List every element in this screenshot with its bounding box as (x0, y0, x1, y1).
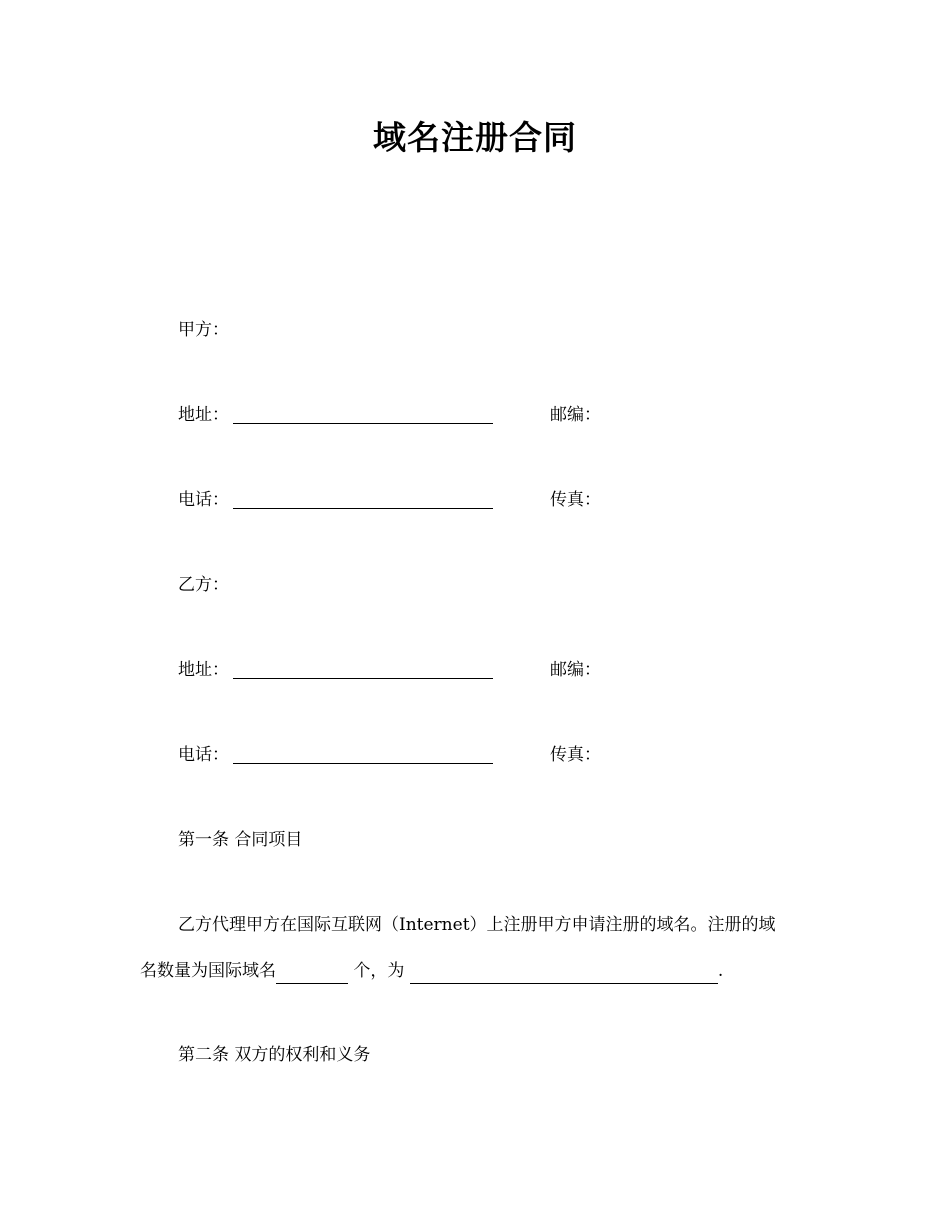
party-b-label: 乙方： (178, 575, 229, 595)
article-1-heading: 第一条 合同项目 (178, 830, 303, 850)
party-b-address-field[interactable] (233, 678, 493, 679)
domain-count-field[interactable] (276, 964, 348, 984)
party-b-address-label: 地址： (178, 660, 229, 680)
party-a-phone-field[interactable] (233, 508, 493, 509)
party-b-postcode-label: 邮编： (550, 660, 601, 680)
party-b-fax-label: 传真： (550, 745, 601, 765)
party-b-phone-field[interactable] (233, 763, 493, 764)
party-a-postcode-label: 邮编： (550, 405, 601, 425)
article-1-line-2 (140, 958, 723, 984)
article-1-line-1: 乙方代理甲方在国际互联网（Internet）上注册甲方申请注册的域名。注册的域 (178, 915, 776, 935)
party-a-address-field[interactable] (233, 423, 493, 424)
party-a-label: 甲方： (178, 320, 229, 340)
party-a-address-label: 地址： (178, 405, 229, 425)
party-a-phone-label: 电话： (178, 490, 229, 510)
article-2-heading: 第二条 双方的权利和义务 (178, 1045, 371, 1065)
party-b-phone-label: 电话： (178, 745, 229, 765)
domain-name-label: 个，为 (348, 961, 410, 981)
document-title: 域名注册合同 (373, 118, 577, 157)
domain-count-label: 名数量为国际域名 (140, 961, 276, 981)
sentence-end: . (717, 961, 724, 981)
party-a-fax-label: 传真： (550, 490, 601, 510)
domain-name-field[interactable] (410, 964, 718, 984)
